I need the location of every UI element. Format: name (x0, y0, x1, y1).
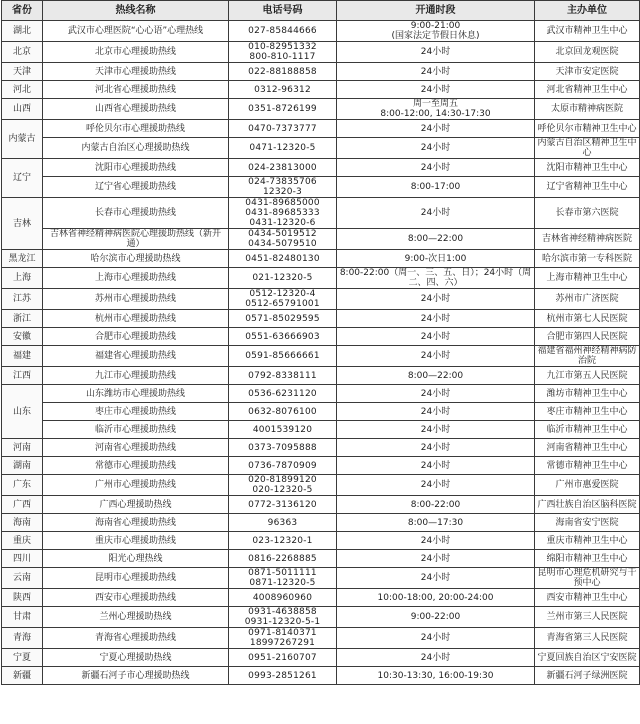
hotline-name-cell: 海南省心理援助热线 (43, 514, 229, 532)
province-cell: 内蒙古 (2, 120, 43, 159)
hotline-name-cell: 长春市心理援助热线 (43, 198, 229, 229)
phone-cell: 022-88188858 (229, 63, 337, 81)
phone-cell: 0591-85666661 (229, 346, 337, 367)
phone-cell: 4001539120 (229, 421, 337, 439)
province-cell: 吉林 (2, 198, 43, 250)
hours-cell: 24小时 (337, 628, 535, 649)
province-cell: 福建 (2, 346, 43, 367)
hotline-name-cell: 新疆石河子市心理援助热线 (43, 667, 229, 685)
hotline-name-cell: 吉林省神经精神病医院心理援助热线（新开通） (43, 229, 229, 250)
header-hours: 开通时段 (337, 1, 535, 21)
table-row (2, 589, 640, 607)
phone-cell: 0632-8076100 (229, 403, 337, 421)
province-cell: 辽宁 (2, 159, 43, 198)
organizer-cell: 河南省精神卫生中心 (535, 439, 640, 457)
province-cell: 广东 (2, 475, 43, 496)
phone-cell: 4008960960 (229, 589, 337, 607)
table-row (2, 649, 640, 667)
hours-cell: 10:00-18:00, 20:00-24:00 (337, 589, 535, 607)
table-row (2, 667, 640, 685)
organizer-cell: 枣庄市精神卫生中心 (535, 403, 640, 421)
hours-cell: 24小时 (337, 138, 535, 159)
phone-cell: 027-85844666 (229, 21, 337, 42)
table-row (2, 250, 640, 268)
hotline-name-cell: 广西心理援助热线 (43, 496, 229, 514)
hours-cell: 24小时 (337, 550, 535, 568)
table-row (2, 159, 640, 177)
phone-cell: 0551-63666903 (229, 328, 337, 346)
organizer-cell: 宁夏回族自治区宁安医院 (535, 649, 640, 667)
hotline-name-cell: 苏州市心理援助热线 (43, 289, 229, 310)
organizer-cell: 潍坊市精神卫生中心 (535, 385, 640, 403)
organizer-cell: 辽宁省精神卫生中心 (535, 177, 640, 198)
table-row (2, 138, 640, 159)
hours-cell: 24小时 (337, 63, 535, 81)
table-row (2, 514, 640, 532)
organizer-cell: 九江市第五人民医院 (535, 367, 640, 385)
table-row (2, 229, 640, 250)
province-cell: 新疆 (2, 667, 43, 685)
hours-cell: 24小时 (337, 385, 535, 403)
province-cell: 天津 (2, 63, 43, 81)
province-cell: 山西 (2, 99, 43, 120)
province-cell: 江西 (2, 367, 43, 385)
table-row (2, 568, 640, 589)
hotline-name-cell: 沈阳市心理援助热线 (43, 159, 229, 177)
province-cell: 重庆 (2, 532, 43, 550)
hours-cell: 24小时 (337, 532, 535, 550)
table-row (2, 120, 640, 138)
province-cell: 河北 (2, 81, 43, 99)
hotline-name-cell: 广州市心理援助热线 (43, 475, 229, 496)
organizer-cell: 杭州市第七人民医院 (535, 310, 640, 328)
hotline-name-cell: 辽宁省心理援助热线 (43, 177, 229, 198)
header-hotline-name: 热线名称 (43, 1, 229, 21)
hotline-name-cell: 兰州心理援助热线 (43, 607, 229, 628)
hours-cell: 8:00-22:00 (337, 496, 535, 514)
organizer-cell: 广西壮族自治区脑科医院 (535, 496, 640, 514)
hotline-name-cell: 重庆市心理援助热线 (43, 532, 229, 550)
province-cell: 安徽 (2, 328, 43, 346)
hours-cell: 8:00—17:30 (337, 514, 535, 532)
organizer-cell: 上海市精神卫生中心 (535, 268, 640, 289)
hours-cell: 10:30-13:30, 16:00-19:30 (337, 667, 535, 685)
organizer-cell: 长春市第六医院 (535, 198, 640, 229)
organizer-cell: 青海省第三人民医院 (535, 628, 640, 649)
hours-cell: 24小时 (337, 439, 535, 457)
hotline-name-cell: 杭州市心理援助热线 (43, 310, 229, 328)
phone-cell: 0373-7095888 (229, 439, 337, 457)
province-cell: 北京 (2, 42, 43, 63)
organizer-cell: 西安市精神卫生中心 (535, 589, 640, 607)
phone-cell: 0971-8140371 18997267291 (229, 628, 337, 649)
hotline-name-cell: 九江市心理援助热线 (43, 367, 229, 385)
table-row (2, 496, 640, 514)
hours-cell: 24小时 (337, 310, 535, 328)
organizer-cell: 呼伦贝尔市精神卫生中心 (535, 120, 640, 138)
phone-cell: 0431-89685000 0431-89685333 0431-12320-6 (229, 198, 337, 229)
hotline-table (1, 0, 640, 685)
phone-cell: 0451-82480130 (229, 250, 337, 268)
table-row (2, 81, 640, 99)
phone-cell: 0772-3136120 (229, 496, 337, 514)
organizer-cell: 合肥市第四人民医院 (535, 328, 640, 346)
province-cell: 甘肃 (2, 607, 43, 628)
hotline-name-cell: 呼伦贝尔市心理援助热线 (43, 120, 229, 138)
hours-cell: 24小时 (337, 649, 535, 667)
organizer-cell: 广州市惠爱医院 (535, 475, 640, 496)
hotline-name-cell: 武汉市心理医院“心心语”心理热线 (43, 21, 229, 42)
header-organizer: 主办单位 (535, 1, 640, 21)
hours-cell: 24小时 (337, 120, 535, 138)
phone-cell: 0512-12320-4 0512-65791001 (229, 289, 337, 310)
table-body (2, 21, 640, 685)
province-cell: 湖北 (2, 21, 43, 42)
phone-cell: 0571-85029595 (229, 310, 337, 328)
hotline-name-cell: 哈尔滨市心理援助热线 (43, 250, 229, 268)
organizer-cell: 河北省精神卫生中心 (535, 81, 640, 99)
hotline-name-cell: 北京市心理援助热线 (43, 42, 229, 63)
hours-cell: 24小时 (337, 403, 535, 421)
province-cell: 河南 (2, 439, 43, 457)
table-header-row (2, 1, 640, 21)
phone-cell: 0871-5011111 0871-12320-5 (229, 568, 337, 589)
organizer-cell: 海南省安宁医院 (535, 514, 640, 532)
table-row (2, 607, 640, 628)
table-row (2, 328, 640, 346)
hotline-name-cell: 宁夏心理援助热线 (43, 649, 229, 667)
phone-cell: 0434-5019512 0434-5079510 (229, 229, 337, 250)
province-cell: 浙江 (2, 310, 43, 328)
hours-cell: 24小时 (337, 328, 535, 346)
organizer-cell: 北京回龙观医院 (535, 42, 640, 63)
hours-cell: 周一至周五 8:00-12:00, 14:30-17:30 (337, 99, 535, 120)
organizer-cell: 内蒙古自治区精神卫生中心 (535, 138, 640, 159)
province-cell: 山东 (2, 385, 43, 439)
header-province: 省份 (2, 1, 43, 21)
hotline-name-cell: 上海市心理援助热线 (43, 268, 229, 289)
phone-cell: 021-12320-5 (229, 268, 337, 289)
hours-cell: 24小时 (337, 346, 535, 367)
organizer-cell: 新疆石河子绿洲医院 (535, 667, 640, 685)
organizer-cell: 昆明市心理危机研究与干预中心 (535, 568, 640, 589)
phone-cell: 0993-2851261 (229, 667, 337, 685)
province-cell: 宁夏 (2, 649, 43, 667)
hotline-name-cell: 枣庄市心理援助热线 (43, 403, 229, 421)
hotline-name-cell: 河北省心理援助热线 (43, 81, 229, 99)
hotline-name-cell: 福建省心理援助热线 (43, 346, 229, 367)
organizer-cell: 常德市精神卫生中心 (535, 457, 640, 475)
organizer-cell: 天津市安定医院 (535, 63, 640, 81)
table-row (2, 532, 640, 550)
hotline-name-cell: 西安市心理援助热线 (43, 589, 229, 607)
province-cell: 四川 (2, 550, 43, 568)
hotline-name-cell: 河南省心理援助热线 (43, 439, 229, 457)
hours-cell: 24小时 (337, 198, 535, 229)
phone-cell: 0792-8338111 (229, 367, 337, 385)
phone-cell: 0470-7373777 (229, 120, 337, 138)
hotline-name-cell: 合肥市心理援助热线 (43, 328, 229, 346)
organizer-cell: 绵阳市精神卫生中心 (535, 550, 640, 568)
hours-cell: 24小时 (337, 457, 535, 475)
phone-cell: 0312-96312 (229, 81, 337, 99)
hours-cell: 9:00-次日1:00 (337, 250, 535, 268)
phone-cell: 020-81899120 020-12320-5 (229, 475, 337, 496)
table-row (2, 63, 640, 81)
phone-cell: 023-12320-1 (229, 532, 337, 550)
hours-cell: 24小时 (337, 289, 535, 310)
phone-cell: 96363 (229, 514, 337, 532)
hotline-name-cell: 天津市心理援助热线 (43, 63, 229, 81)
table-row (2, 628, 640, 649)
table-row (2, 289, 640, 310)
table-row (2, 439, 640, 457)
organizer-cell: 沈阳市精神卫生中心 (535, 159, 640, 177)
hours-cell: 24小时 (337, 421, 535, 439)
hotline-name-cell: 常德市心理援助热线 (43, 457, 229, 475)
table-row (2, 550, 640, 568)
table-row (2, 268, 640, 289)
table-row (2, 421, 640, 439)
hours-cell: 8:00—22:00 (337, 367, 535, 385)
table-row (2, 457, 640, 475)
hotline-name-cell: 临沂市心理援助热线 (43, 421, 229, 439)
province-cell: 黑龙江 (2, 250, 43, 268)
organizer-cell: 兰州市第三人民医院 (535, 607, 640, 628)
hours-cell: 24小时 (337, 568, 535, 589)
phone-cell: 024-73835706 12320-3 (229, 177, 337, 198)
hotline-name-cell: 阳光心理热线 (43, 550, 229, 568)
organizer-cell: 苏州市广济医院 (535, 289, 640, 310)
table-row (2, 21, 640, 42)
phone-cell: 024-23813000 (229, 159, 337, 177)
organizer-cell: 临沂市精神卫生中心 (535, 421, 640, 439)
hotline-name-cell: 山西省心理援助热线 (43, 99, 229, 120)
hotline-name-cell: 青海省心理援助热线 (43, 628, 229, 649)
province-cell: 湖南 (2, 457, 43, 475)
hotline-name-cell: 昆明市心理援助热线 (43, 568, 229, 589)
header-phone: 电话号码 (229, 1, 337, 21)
table-row (2, 42, 640, 63)
province-cell: 青海 (2, 628, 43, 649)
table-row (2, 475, 640, 496)
phone-cell: 010-82951332 800-810-1117 (229, 42, 337, 63)
province-cell: 陕西 (2, 589, 43, 607)
hours-cell: 9:00-21:00 (国家法定节假日休息) (337, 21, 535, 42)
phone-cell: 0951-2160707 (229, 649, 337, 667)
hours-cell: 24小时 (337, 159, 535, 177)
hours-cell: 24小时 (337, 475, 535, 496)
table-row (2, 310, 640, 328)
province-cell: 江苏 (2, 289, 43, 310)
hours-cell: 8:00-17:00 (337, 177, 535, 198)
hotline-name-cell: 山东潍坊市心理援助热线 (43, 385, 229, 403)
organizer-cell: 太原市精神病医院 (535, 99, 640, 120)
table-row (2, 403, 640, 421)
hours-cell: 8:00—22:00 (337, 229, 535, 250)
hours-cell: 24小时 (337, 81, 535, 99)
hotline-name-cell: 内蒙古自治区心理援助热线 (43, 138, 229, 159)
organizer-cell: 哈尔滨市第一专科医院 (535, 250, 640, 268)
table-row (2, 99, 640, 120)
province-cell: 广西 (2, 496, 43, 514)
organizer-cell: 武汉市精神卫生中心 (535, 21, 640, 42)
phone-cell: 0736-7870909 (229, 457, 337, 475)
phone-cell: 0931-4638858 0931-12320-5-1 (229, 607, 337, 628)
province-cell: 海南 (2, 514, 43, 532)
table-row (2, 198, 640, 229)
hours-cell: 24小时 (337, 42, 535, 63)
phone-cell: 0816-2268885 (229, 550, 337, 568)
organizer-cell: 重庆市精神卫生中心 (535, 532, 640, 550)
table-row (2, 367, 640, 385)
hours-cell: 9:00-22:00 (337, 607, 535, 628)
organizer-cell: 吉林省神经精神病医院 (535, 229, 640, 250)
phone-cell: 0536-6231120 (229, 385, 337, 403)
province-cell: 上海 (2, 268, 43, 289)
province-cell: 云南 (2, 568, 43, 589)
phone-cell: 0471-12320-5 (229, 138, 337, 159)
hours-cell: 8:00-22:00（周一、三、五、日）；24小时（周二、四、六） (337, 268, 535, 289)
organizer-cell: 福建省福州神经精神病防治院 (535, 346, 640, 367)
table-row (2, 385, 640, 403)
phone-cell: 0351-8726199 (229, 99, 337, 120)
table-row (2, 177, 640, 198)
table-row (2, 346, 640, 367)
